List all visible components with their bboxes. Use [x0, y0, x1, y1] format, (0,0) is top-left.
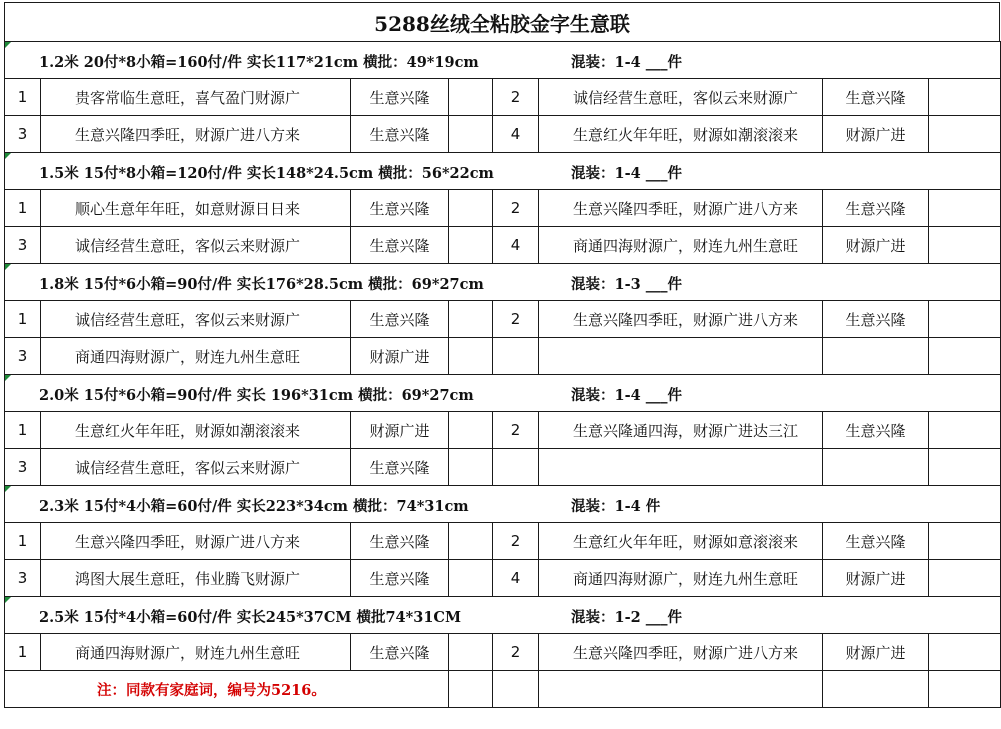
cell-comment-marker	[5, 264, 11, 270]
section-spec: 1.8米 15付*6小箱=90付/件 实长176*28.5cm 横批：69*27cm	[39, 276, 484, 293]
section-spec: 1.5米 15付*8小箱=120付/件 实长148*24.5cm 横批：56*22cm	[39, 165, 494, 182]
couplet-text-cell[interactable]: 生意兴隆四季旺，财源广进八方来	[41, 116, 351, 153]
empty-cell[interactable]	[929, 79, 1001, 116]
table-row	[5, 412, 1001, 449]
section-header-row	[5, 153, 1001, 190]
item-number-cell[interactable]: 4	[493, 227, 539, 264]
item-number-cell[interactable]: 2	[493, 79, 539, 116]
item-number-cell[interactable]: 1	[5, 190, 41, 227]
couplet-text-cell[interactable]: 诚信经营生意旺，客似云来财源广	[41, 301, 351, 338]
section-header-cell[interactable]	[5, 486, 1001, 523]
banner-text-cell[interactable]: 生意兴隆	[351, 449, 449, 486]
banner-text-cell[interactable]: 生意兴隆	[351, 116, 449, 153]
banner-text-cell[interactable]	[823, 338, 929, 375]
couplet-text-cell[interactable]: 诚信经营生意旺，客似云来财源广	[41, 449, 351, 486]
section-header-cell[interactable]	[5, 375, 1001, 412]
empty-cell[interactable]	[449, 116, 493, 153]
item-number-cell[interactable]: 1	[5, 79, 41, 116]
banner-text-cell[interactable]: 生意兴隆	[351, 523, 449, 560]
banner-text-cell[interactable]: 财源广进	[823, 560, 929, 597]
banner-text-cell[interactable]: 财源广进	[351, 338, 449, 375]
couplet-text-cell[interactable]	[539, 449, 823, 486]
banner-text-cell[interactable]: 生意兴隆	[351, 634, 449, 671]
section-mix: 混装：1-4 ___件	[571, 54, 682, 71]
couplet-text-cell[interactable]: 生意兴隆四季旺，财源广进八方来	[539, 301, 823, 338]
empty-cell[interactable]	[449, 227, 493, 264]
empty-cell[interactable]	[493, 671, 539, 708]
table-row	[5, 301, 1001, 338]
table-row	[5, 523, 1001, 560]
note-cell[interactable]: 注：同款有家庭词，编号为5216。	[5, 671, 449, 708]
couplet-text-cell[interactable]: 诚信经营生意旺，客似云来财源广	[539, 79, 823, 116]
item-number-cell[interactable]: 1	[5, 412, 41, 449]
couplet-text-cell[interactable]: 商通四海财源广，财连九州生意旺	[41, 338, 351, 375]
empty-cell[interactable]	[929, 671, 1001, 708]
banner-text-cell[interactable]: 生意兴隆	[351, 79, 449, 116]
empty-cell[interactable]	[449, 634, 493, 671]
empty-cell[interactable]	[449, 449, 493, 486]
empty-cell[interactable]	[449, 671, 493, 708]
banner-text-cell[interactable]: 财源广进	[823, 227, 929, 264]
couplet-text-cell[interactable]	[539, 338, 823, 375]
couplet-text-cell[interactable]: 生意兴隆四季旺，财源广进八方来	[41, 523, 351, 560]
item-number-cell[interactable]	[493, 449, 539, 486]
item-number-cell[interactable]	[493, 338, 539, 375]
table-row	[5, 634, 1001, 671]
spreadsheet	[4, 2, 1000, 708]
empty-cell[interactable]	[449, 560, 493, 597]
empty-cell[interactable]	[929, 301, 1001, 338]
cell-comment-marker	[5, 42, 11, 48]
table-row	[5, 449, 1001, 486]
couplet-text-cell[interactable]: 鸿图大展生意旺，伟业腾飞财源广	[41, 560, 351, 597]
empty-cell[interactable]	[929, 560, 1001, 597]
banner-text-cell[interactable]: 生意兴隆	[823, 301, 929, 338]
item-number-cell[interactable]: 2	[493, 412, 539, 449]
empty-cell[interactable]	[449, 79, 493, 116]
section-header-cell[interactable]	[5, 264, 1001, 301]
banner-text-cell[interactable]: 生意兴隆	[823, 412, 929, 449]
section-header-row	[5, 42, 1001, 79]
section-spec: 1.2米 20付*8小箱=160付/件 实长117*21cm 横批：49*19cm	[39, 54, 479, 71]
cell-comment-marker	[5, 597, 11, 603]
banner-text-cell[interactable]: 生意兴隆	[351, 301, 449, 338]
item-number-cell[interactable]: 3	[5, 227, 41, 264]
section-mix: 混装：1-4 ___件	[571, 387, 682, 404]
empty-cell[interactable]	[449, 301, 493, 338]
section-mix: 混装：1-4 ___件	[571, 165, 682, 182]
couplet-text-cell[interactable]: 生意红火年年旺，财源如意滚滚来	[539, 523, 823, 560]
banner-text-cell[interactable]: 生意兴隆	[823, 79, 929, 116]
item-number-cell[interactable]: 3	[5, 560, 41, 597]
item-number-cell[interactable]: 1	[5, 523, 41, 560]
table-row	[5, 338, 1001, 375]
couplet-text-cell[interactable]: 商通四海财源广，财连九州生意旺	[41, 634, 351, 671]
banner-text-cell[interactable]: 生意兴隆	[351, 560, 449, 597]
item-number-cell[interactable]: 4	[493, 560, 539, 597]
table-row	[5, 227, 1001, 264]
table-row	[5, 560, 1001, 597]
item-number-cell[interactable]: 1	[5, 301, 41, 338]
banner-text-cell[interactable]: 生意兴隆	[823, 190, 929, 227]
table-row	[5, 79, 1001, 116]
banner-text-cell[interactable]: 财源广进	[351, 412, 449, 449]
table-row	[5, 190, 1001, 227]
empty-cell[interactable]	[929, 116, 1001, 153]
banner-text-cell[interactable]: 财源广进	[823, 634, 929, 671]
banner-text-cell[interactable]: 生意兴隆	[351, 190, 449, 227]
banner-text-cell[interactable]	[823, 449, 929, 486]
section-header-cell[interactable]	[5, 597, 1001, 634]
empty-cell[interactable]	[929, 338, 1001, 375]
empty-cell[interactable]	[929, 190, 1001, 227]
couplet-text-cell[interactable]: 贵客常临生意旺，喜气盈门财源广	[41, 79, 351, 116]
couplet-text-cell[interactable]: 生意兴隆四季旺，财源广进八方来	[539, 634, 823, 671]
product-table	[4, 41, 1001, 708]
cell-comment-marker	[5, 375, 11, 381]
empty-cell[interactable]	[929, 227, 1001, 264]
banner-text-cell[interactable]: 生意兴隆	[351, 227, 449, 264]
couplet-text-cell[interactable]: 商通四海财源广，财连九州生意旺	[539, 227, 823, 264]
item-number-cell[interactable]: 4	[493, 116, 539, 153]
empty-cell[interactable]	[449, 190, 493, 227]
empty-cell[interactable]	[449, 338, 493, 375]
empty-cell[interactable]	[449, 412, 493, 449]
note-row	[5, 671, 1001, 708]
section-mix: 混装：1-2 ___件	[571, 609, 682, 626]
item-number-cell[interactable]: 3	[5, 449, 41, 486]
section-spec: 2.5米 15付*4小箱=60付/件 实长245*37CM 横批74*31CM	[39, 609, 461, 626]
item-number-cell[interactable]: 1	[5, 634, 41, 671]
couplet-text-cell[interactable]: 生意红火年年旺，财源如潮滚滚来	[539, 116, 823, 153]
couplet-text-cell[interactable]: 生意红火年年旺，财源如潮滚滚来	[41, 412, 351, 449]
section-spec: 2.3米 15付*4小箱=60付/件 实长223*34cm 横批：74*31cm	[39, 498, 469, 515]
couplet-text-cell[interactable]: 商通四海财源广，财连九州生意旺	[539, 560, 823, 597]
section-mix: 混装：1-4 件	[571, 498, 661, 515]
empty-cell[interactable]	[823, 671, 929, 708]
cell-comment-marker	[5, 486, 11, 492]
section-header-row	[5, 375, 1001, 412]
empty-cell[interactable]	[539, 671, 823, 708]
sheet-title[interactable]: 5288丝绒全粘胶金字生意联	[4, 2, 1000, 41]
section-spec: 2.0米 15付*6小箱=90付/件 实长 196*31cm 横批：69*27cm	[39, 387, 474, 404]
couplet-text-cell[interactable]: 生意兴隆通四海，财源广进达三江	[539, 412, 823, 449]
section-header-cell[interactable]	[5, 42, 1001, 79]
cell-comment-marker	[5, 153, 11, 159]
couplet-text-cell[interactable]: 生意兴隆四季旺，财源广进八方来	[539, 190, 823, 227]
empty-cell[interactable]	[929, 449, 1001, 486]
item-number-cell[interactable]: 2	[493, 301, 539, 338]
table-row	[5, 116, 1001, 153]
section-header-row	[5, 486, 1001, 523]
item-number-cell[interactable]: 3	[5, 116, 41, 153]
item-number-cell[interactable]: 2	[493, 190, 539, 227]
item-number-cell[interactable]: 3	[5, 338, 41, 375]
empty-cell[interactable]	[929, 523, 1001, 560]
banner-text-cell[interactable]: 财源广进	[823, 116, 929, 153]
couplet-text-cell[interactable]: 顺心生意年年旺，如意财源日日来	[41, 190, 351, 227]
empty-cell[interactable]	[929, 412, 1001, 449]
empty-cell[interactable]	[929, 634, 1001, 671]
empty-cell[interactable]	[449, 523, 493, 560]
section-mix: 混装：1-3 ___件	[571, 276, 682, 293]
couplet-text-cell[interactable]: 诚信经营生意旺，客似云来财源广	[41, 227, 351, 264]
section-header-row	[5, 264, 1001, 301]
item-number-cell[interactable]: 2	[493, 634, 539, 671]
section-header-row	[5, 597, 1001, 634]
banner-text-cell[interactable]: 生意兴隆	[823, 523, 929, 560]
section-header-cell[interactable]	[5, 153, 1001, 190]
item-number-cell[interactable]: 2	[493, 523, 539, 560]
